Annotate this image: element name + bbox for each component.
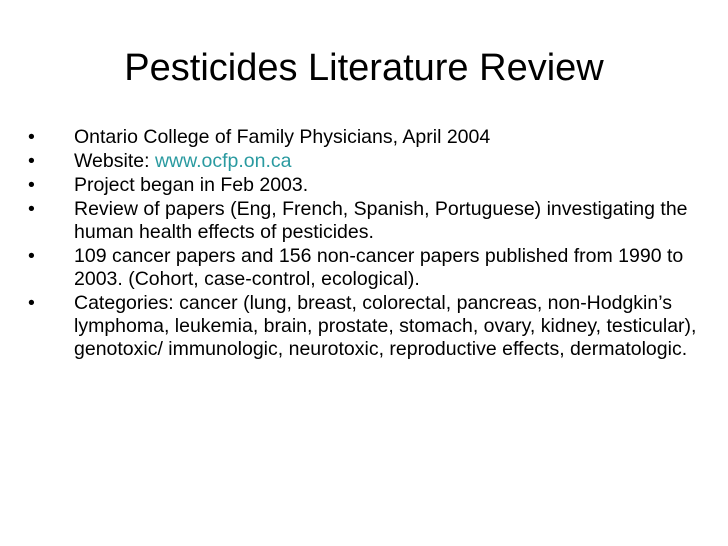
bullet-item-website — [28, 150, 718, 173]
bullet-marker: • — [28, 292, 35, 314]
website-link[interactable]: www.ocfp.on.ca — [154, 150, 292, 172]
slide-title: Pesticides Literature Review — [124, 47, 604, 89]
bullet-item-paper-counts — [28, 245, 718, 291]
bullet-marker: • — [28, 198, 35, 220]
bullet-item-review-scope — [28, 198, 718, 244]
bullet-item-project-start — [28, 174, 718, 197]
bullet-text: Project began in Feb 2003. — [74, 174, 309, 196]
bullet-text: Categories: cancer (lung, breast, colorectal, pancreas, non-Hodgkin’s lymphoma, leukemia, brain, prostate, stomach, ovary, kidney, testicular), genotoxic/ immunologic, neurotoxic, reproductive effects, dermatologic. — [74, 292, 697, 360]
bullet-marker: • — [28, 245, 35, 267]
bullet-item-categories — [28, 292, 718, 361]
bullet-text: Ontario College of Family Physicians, April 2004 — [74, 126, 491, 148]
bullet-marker: • — [28, 174, 35, 196]
bullet-item-organization — [28, 126, 718, 149]
website-label: Website: — [74, 150, 155, 172]
bullet-list — [28, 126, 718, 362]
bullet-text: 109 cancer papers and 156 non-cancer papers published from 1990 to 2003. (Cohort, case-control, ecological). — [74, 245, 684, 290]
bullet-marker: • — [28, 126, 35, 148]
bullet-text: Review of papers (Eng, French, Spanish, Portuguese) investigating the human health effects of pesticides. — [74, 198, 688, 243]
bullet-marker: • — [28, 150, 35, 172]
